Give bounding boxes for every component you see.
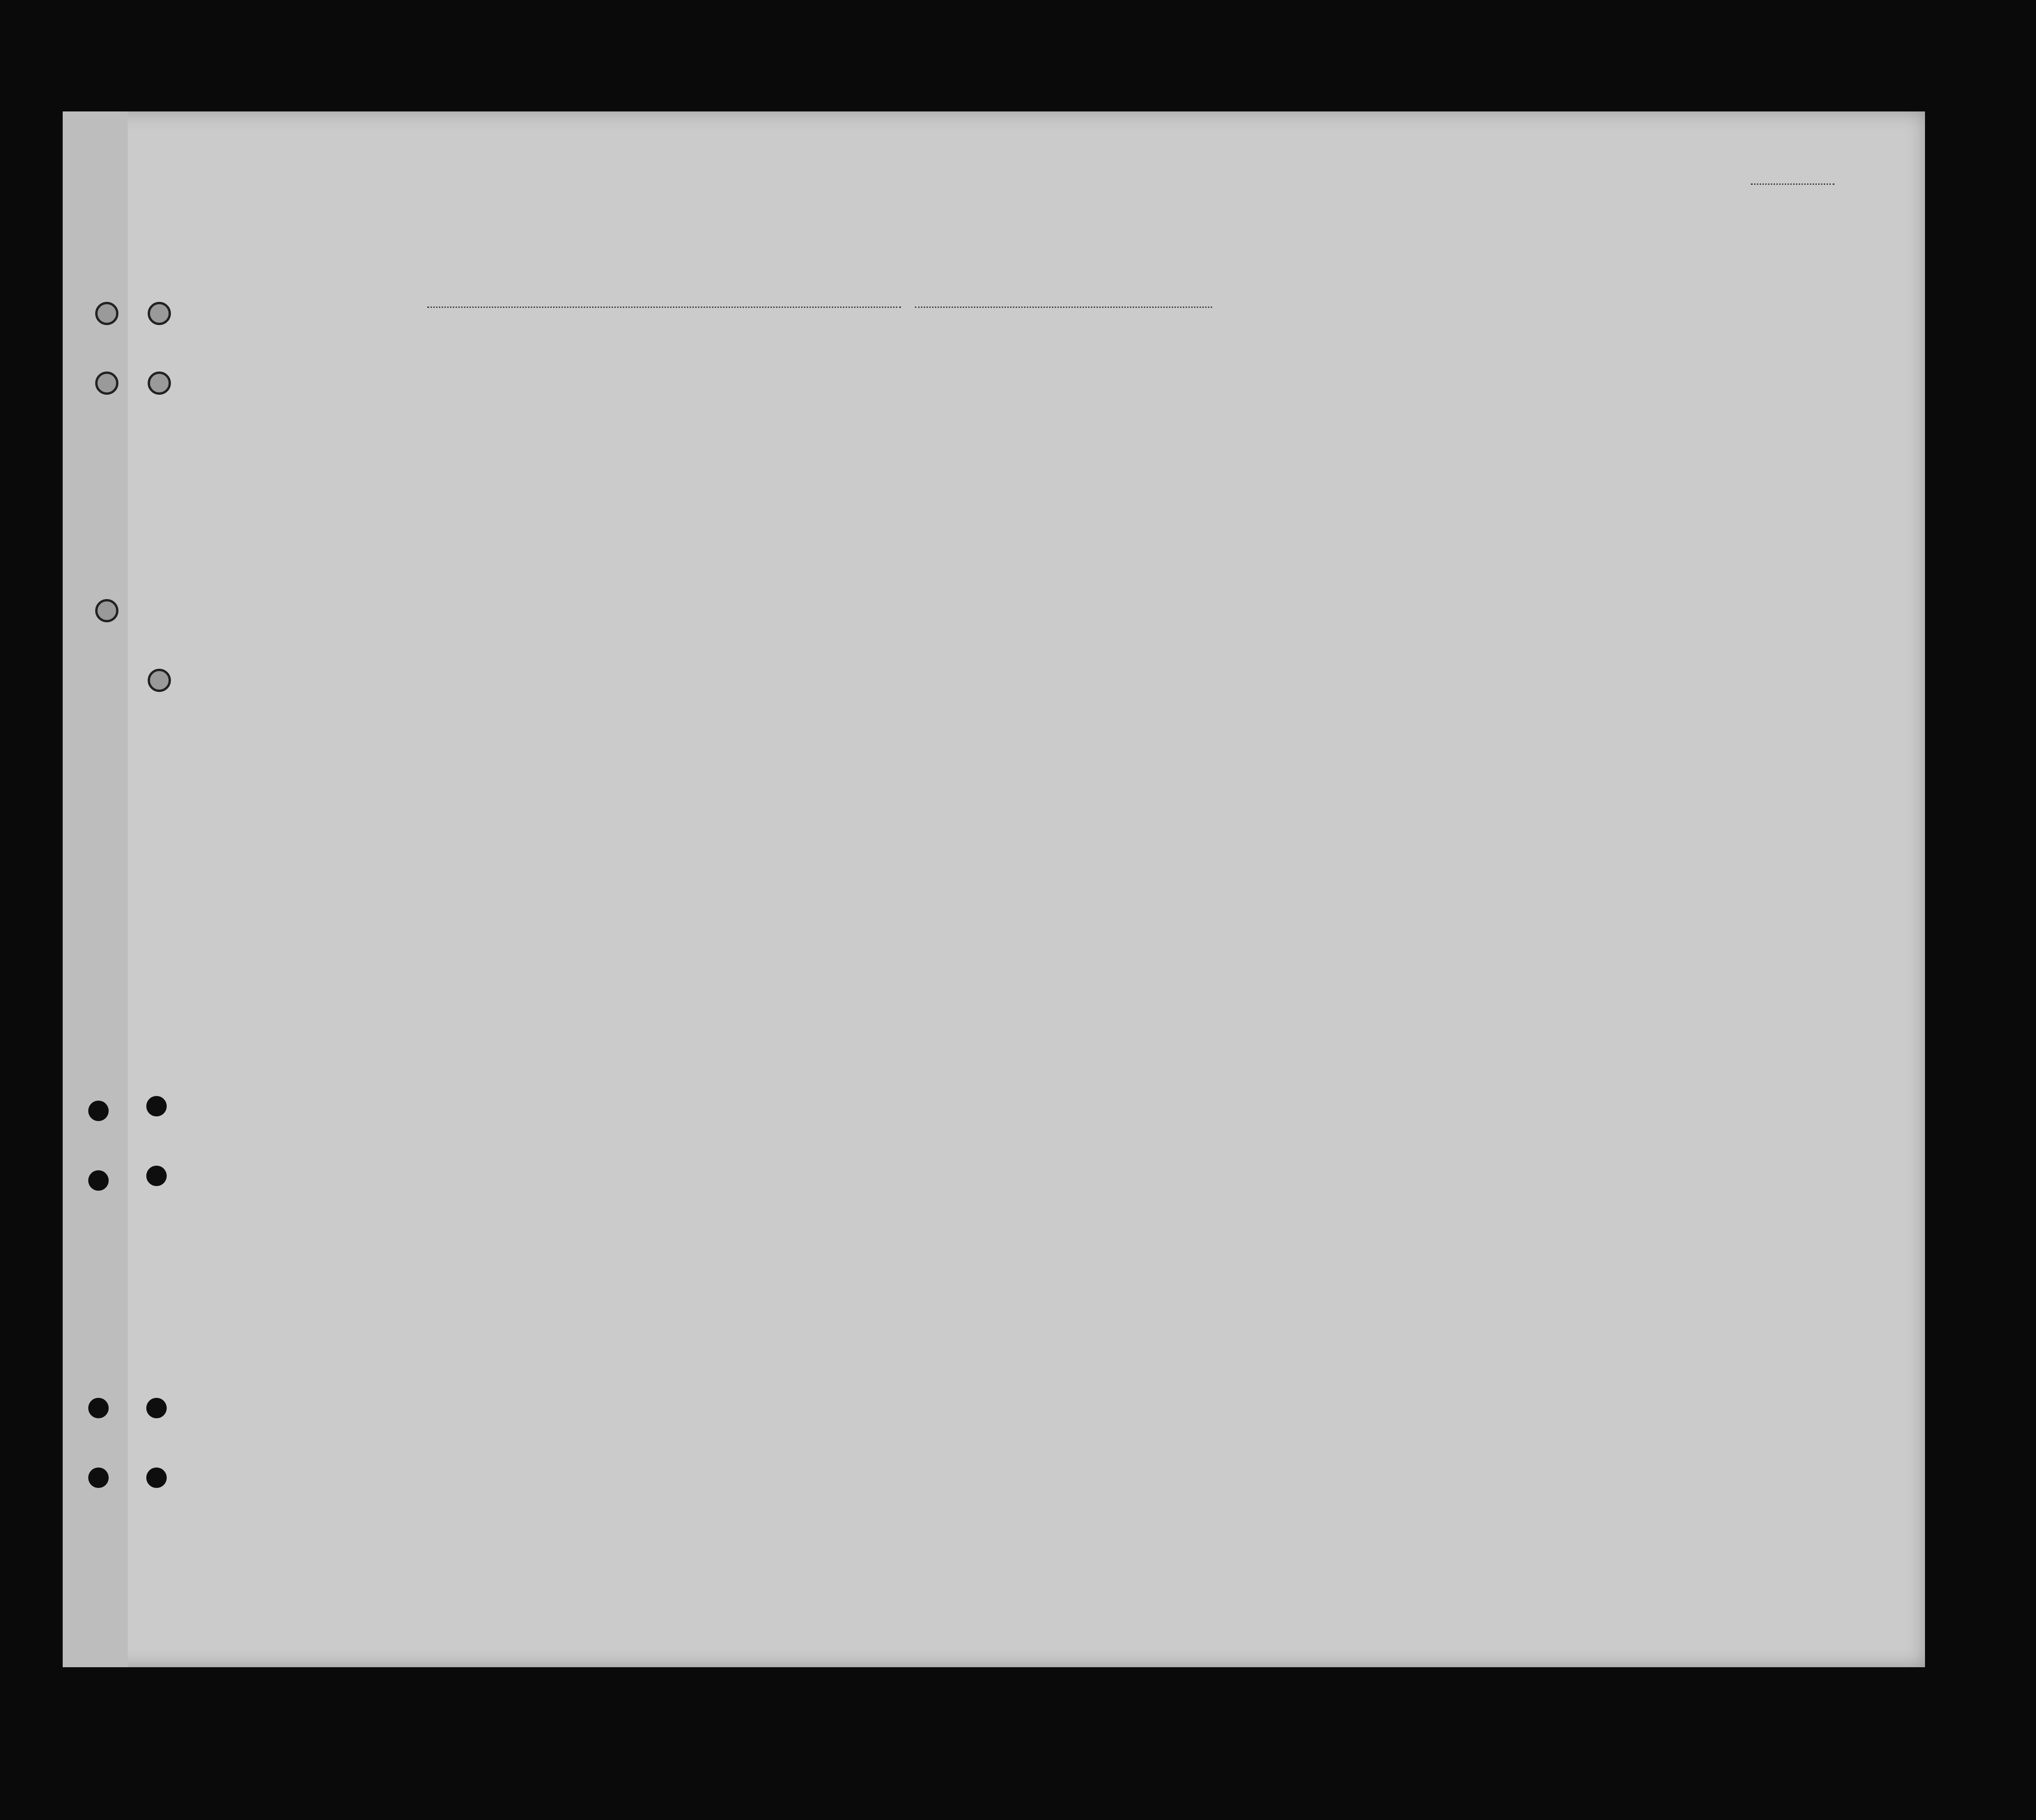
date-underline <box>915 307 1212 308</box>
port-underline <box>427 307 901 308</box>
punch-hole <box>88 1170 109 1191</box>
manifest-sheet <box>63 111 1925 1667</box>
sheet-binding-edge <box>63 111 128 1667</box>
punch-hole <box>146 1398 167 1418</box>
binding-ring <box>95 302 118 325</box>
binding-ring <box>148 302 171 325</box>
list-underline <box>1751 183 1834 185</box>
punch-hole <box>88 1468 109 1488</box>
punch-hole <box>88 1101 109 1121</box>
binding-ring <box>95 599 118 622</box>
binding-ring <box>148 669 171 692</box>
binding-ring <box>95 372 118 395</box>
punch-hole <box>146 1096 167 1116</box>
binding-ring <box>148 372 171 395</box>
punch-hole <box>146 1468 167 1488</box>
punch-hole <box>88 1398 109 1418</box>
punch-hole <box>146 1166 167 1186</box>
